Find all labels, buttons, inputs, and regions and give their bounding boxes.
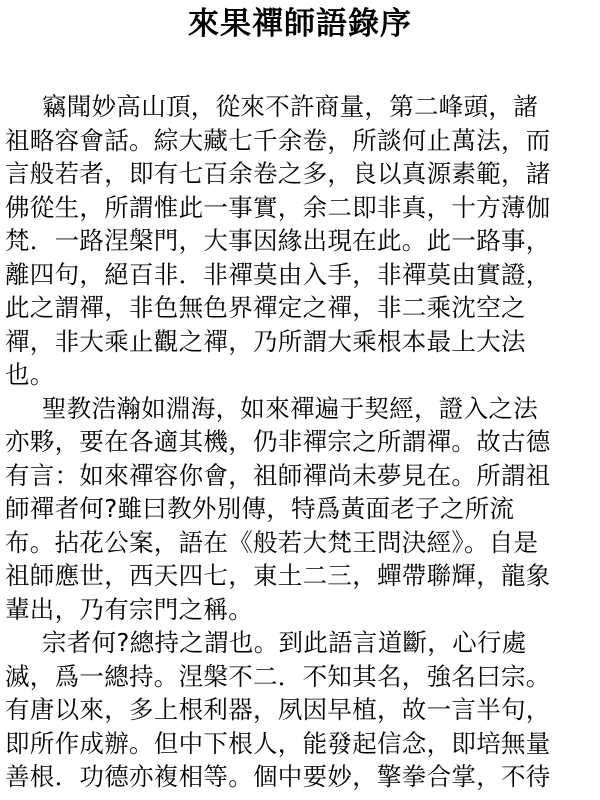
text-line: 有言：如來禪容你會，祖師禪尚未夢見在。所謂祖 [5, 460, 551, 490]
text-line: 也。 [5, 360, 55, 389]
text-line: 師禪者何?雖曰教外別傳，特爲黃面老子之所流 [5, 494, 515, 523]
text-line: 即所作成辦。但中下根人，能發起信念，即培無量 [5, 728, 551, 758]
text-line: 佛從生，所謂惟此一事實，余二即非真，十方薄伽 [5, 192, 551, 222]
text-line: 言般若者，即有七百余卷之多，良以真源素範，諸 [5, 159, 551, 188]
text-line: 有唐以來，多上根利器，夙因早植，故一言半句， [5, 695, 551, 724]
text-line: 祖師應世，西天四七，東土二三，蟬帶聯輝，龍象 [5, 561, 551, 590]
text-line: 善根．功德亦複相等。個中要妙，擎拳合掌，不待 [5, 762, 551, 791]
text-line-paragraph-2-start: 聖教浩瀚如淵海，如來禪遍于契經，證入之法 [42, 393, 538, 423]
text-line: 亦夥，要在各適其機，仍非禪宗之所謂禪。故古德 [5, 427, 551, 456]
text-line: 祖略容會話。綜大藏七千余卷，所談何止萬法，而 [5, 125, 551, 155]
document-title: 來果禪師語錄序 [188, 6, 412, 42]
text-line: 離四句，絕百非．非禪莫由入手，非禪莫由實證， [5, 259, 551, 289]
text-line-paragraph-1-start: 竊聞妙高山頂，從來不許商量，第二峰頭，諸 [42, 92, 538, 121]
text-line: 禪，非大乘止觀之禪，乃所謂大乘根本最上大法 [5, 326, 526, 356]
text-line-paragraph-3-start: 宗者何?總持之謂也。到此語言道斷，心行處 [42, 628, 527, 657]
text-line: 布。拈花公案，語在《般若大梵王問決經》。自是 [5, 527, 539, 557]
text-line: 此之謂禪，非色無色界禪定之禪，非二乘沈空之 [5, 293, 526, 322]
document-body [5, 90, 600, 794]
text-line: 滅，爲一總持。涅槃不二．不知其名，強名曰宗。 [5, 661, 551, 691]
text-line: 梵．一路涅槃門，大事因緣出現在此。此一路事， [5, 226, 551, 255]
text-line: 輩出，乃有宗門之稱。 [5, 594, 253, 624]
